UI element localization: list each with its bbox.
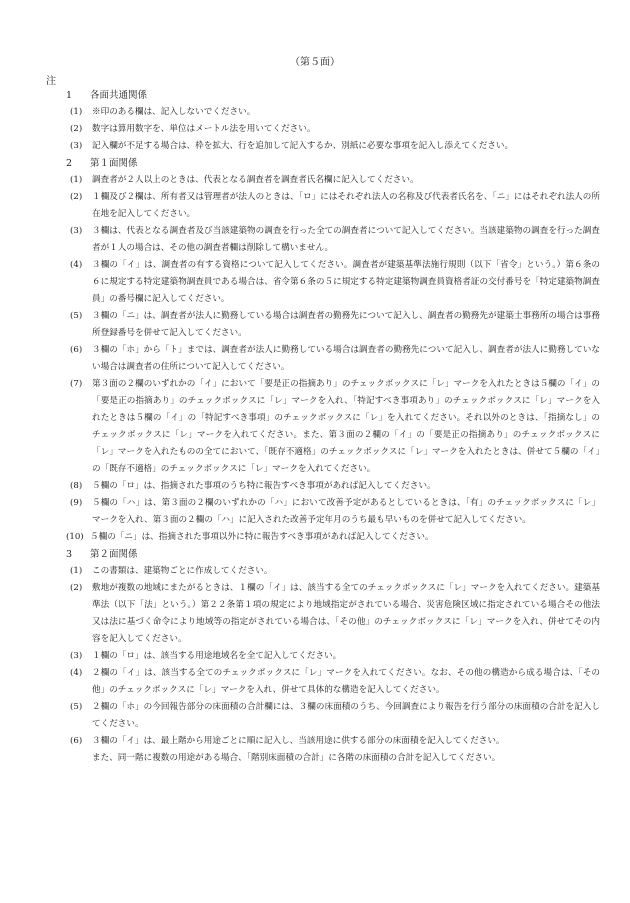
item-number: (1) (70, 107, 83, 117)
section-title-text: 第２面関係 (90, 549, 138, 560)
item-text: １欄の「ロ」は、該当する用途地域名を全て記入してください。 (92, 651, 342, 661)
item-number: (5) (70, 702, 83, 712)
list-item (0, 376, 630, 478)
item-number: (3) (70, 226, 83, 236)
list-item (0, 121, 630, 138)
section-title (0, 155, 630, 172)
section-title-text: 第１面関係 (90, 158, 138, 169)
list-item (0, 733, 630, 750)
section-common (0, 87, 630, 155)
item-number: (3) (70, 651, 83, 661)
item-number: (3) (70, 141, 83, 151)
item-text: ５欄の「ロ」は、指摘された事項のうち特に報告すべき事項があれば記入してください。 (92, 481, 436, 491)
item-number: (1) (70, 175, 83, 185)
item-number: (5) (70, 311, 83, 321)
list-item (0, 563, 630, 580)
list-item (0, 172, 630, 189)
section-title (0, 546, 630, 563)
list-item (0, 648, 630, 665)
notes-content (0, 87, 630, 767)
item-text: 記入欄が不足する場合は、枠を拡大、行を追加して記入するか、別紙に必要な事項を記入し添えてください。 (92, 141, 514, 151)
item-number: (4) (70, 668, 83, 678)
item-number: (6) (70, 345, 83, 355)
item-number: (7) (70, 379, 83, 389)
section-number: 1 (66, 90, 73, 101)
item-text: 数字は算用数字を、単位はメートル法を用いてください。 (92, 124, 316, 134)
item-number: (2) (70, 124, 83, 134)
list-item (0, 665, 630, 699)
note-heading: 注 (46, 76, 56, 87)
item-number: (10) (66, 532, 84, 542)
item-text: ３欄の「ニ」は、調査者が法人に勤務している場合は調査者の勤務先について記入し、調査者の勤務先が建築士事務所の場合は事務所登録番号を併せて記入してください。 (92, 311, 600, 338)
item-text: 調査者が２人以上のときは、代表となる調査者を調査者氏名欄に記入してください。 (92, 175, 419, 185)
list-item (0, 495, 630, 529)
section-number: 3 (66, 549, 73, 560)
list-item (0, 342, 630, 376)
list-item (0, 223, 630, 257)
item-number: (2) (70, 192, 83, 202)
item-text: ３欄は、代表となる調査者及び当該建築物の調査を行った全ての調査者について記入してください。当該建築物の調査を行った調査者が１人の場合は、その他の調査者欄は削除して構いません。 (92, 226, 600, 253)
item-text: ３欄の「ホ」から「ト」までは、調査者が法人に勤務している場合は調査者の勤務先について記入し、調査者が法人に勤務していない場合は調査者の住所について記入してください。 (92, 345, 600, 372)
section-title-text: 各面共通関係 (90, 90, 148, 101)
item-text: 第３面の２欄のいずれかの「イ」において「要是正の指摘あり」のチェックボックスに「レ」マークを入れたときは５欄の「イ」の「要是正の指摘あり」のチェックボックスに「レ」マークを入れ、「特記すべき事項あり」のチェックボックスに「レ」マークを入れたときは５欄の「イ」の「特記すべき事項」のチェックボックスに「レ」を入れてください。それ以外のときは、「指摘なし」のチェックボックスに「レ」マークを入れてください。また、第３面の２欄の「イ」の「要是正の指摘あり」のチェックボックスに「レ」マークを入れたものの全てにおいて、「既存不適格」のチェックボックスに「レ」マークを入れたときは、併せて５欄の「イ」の「既存不適格」のチェックボックスに「レ」マークを入れてください。 (92, 379, 600, 474)
list-item (0, 257, 630, 308)
page-label: （第５面） (290, 57, 340, 68)
section-page2 (0, 546, 630, 767)
item-text: ※印のある欄は、記入しないでください。 (92, 107, 256, 117)
list-item (0, 580, 630, 648)
item-number: (8) (70, 481, 83, 491)
list-item (0, 189, 630, 223)
item-number: (9) (70, 498, 83, 508)
section-number: 2 (66, 158, 73, 169)
item-text: ５欄の「ニ」は、指摘された事項以外に特に報告すべき事項があれば記入してください。 (90, 532, 434, 542)
item-number: (6) (70, 736, 83, 746)
list-item (0, 478, 630, 495)
list-item (0, 104, 630, 121)
section-title (0, 87, 630, 104)
item-continuation: また、同一階に複数の用途がある場合、「階別床面積の合計」に各階の床面積の合計を記入してください。 (92, 753, 501, 763)
list-item (0, 699, 630, 733)
item-text: ３欄の「イ」は、調査者の有する資格について記入してください。調査者が建築基準法施行規則（以下「省令」という。）第６条の６に規定する特定建築物調査員である場合は、省令第６条の５に規定する特定建築物調査員資格者証の交付番号を「特定建築物調査員」の番号欄に記入してください。 (92, 260, 600, 304)
item-text: ２欄の「イ」は、該当する全てのチェックボックスに「レ」マークを入れてください。なお、その他の構造から成る場合は、「その他」のチェックボックスに「レ」マークを入れ、併せて具体的な構造を記入してください。 (92, 668, 600, 695)
item-text: ５欄の「ハ」は、第３面の２欄のいずれかの「ハ」において改善予定があるとしているときは、「有」のチェックボックスに「レ」マークを入れ、第３面の２欄の「ハ」に記入された改善予定年月のうち最も早いものを併せて記入してください。 (92, 498, 600, 525)
item-number: (4) (70, 260, 83, 270)
section-page1 (0, 155, 630, 546)
item-number: (2) (70, 583, 83, 593)
item-text: ３欄の「イ」は、最上階から用途ごとに順に記入し、当該用途に供する部分の床面積を記入してください。 (92, 736, 505, 746)
list-item (0, 529, 630, 546)
list-item (0, 138, 630, 155)
item-text: １欄及び２欄は、所有者又は管理者が法人のときは、「ロ」にはそれぞれ法人の名称及び代表者氏名を、「ニ」にはそれぞれ法人の所在地を記入してください。 (92, 192, 600, 219)
list-item (0, 308, 630, 342)
item-text: この書類は、建築物ごとに作成してください。 (92, 566, 273, 576)
item-text: ２欄の「ホ」の今回報告部分の床面積の合計欄には、３欄の床面積のうち、今回調査により報告を行う部分の床面積の合計を記入してください。 (92, 702, 600, 729)
item-text: 敷地が複数の地域にまたがるときは、１欄の「イ」は、該当する全てのチェックボックスに「レ」マークを入れてください。建築基準法（以下「法」という。）第２２条第１項の規定により地域指定がされている場合、災害危険区域に指定されている場合その他法又は法に基づく命令により地域等の指定がされている場合は、「その他」のチェックボックスに「レ」マークを入れ、併せてその内容を記入してください。 (92, 583, 600, 644)
item-number: (1) (70, 566, 83, 576)
